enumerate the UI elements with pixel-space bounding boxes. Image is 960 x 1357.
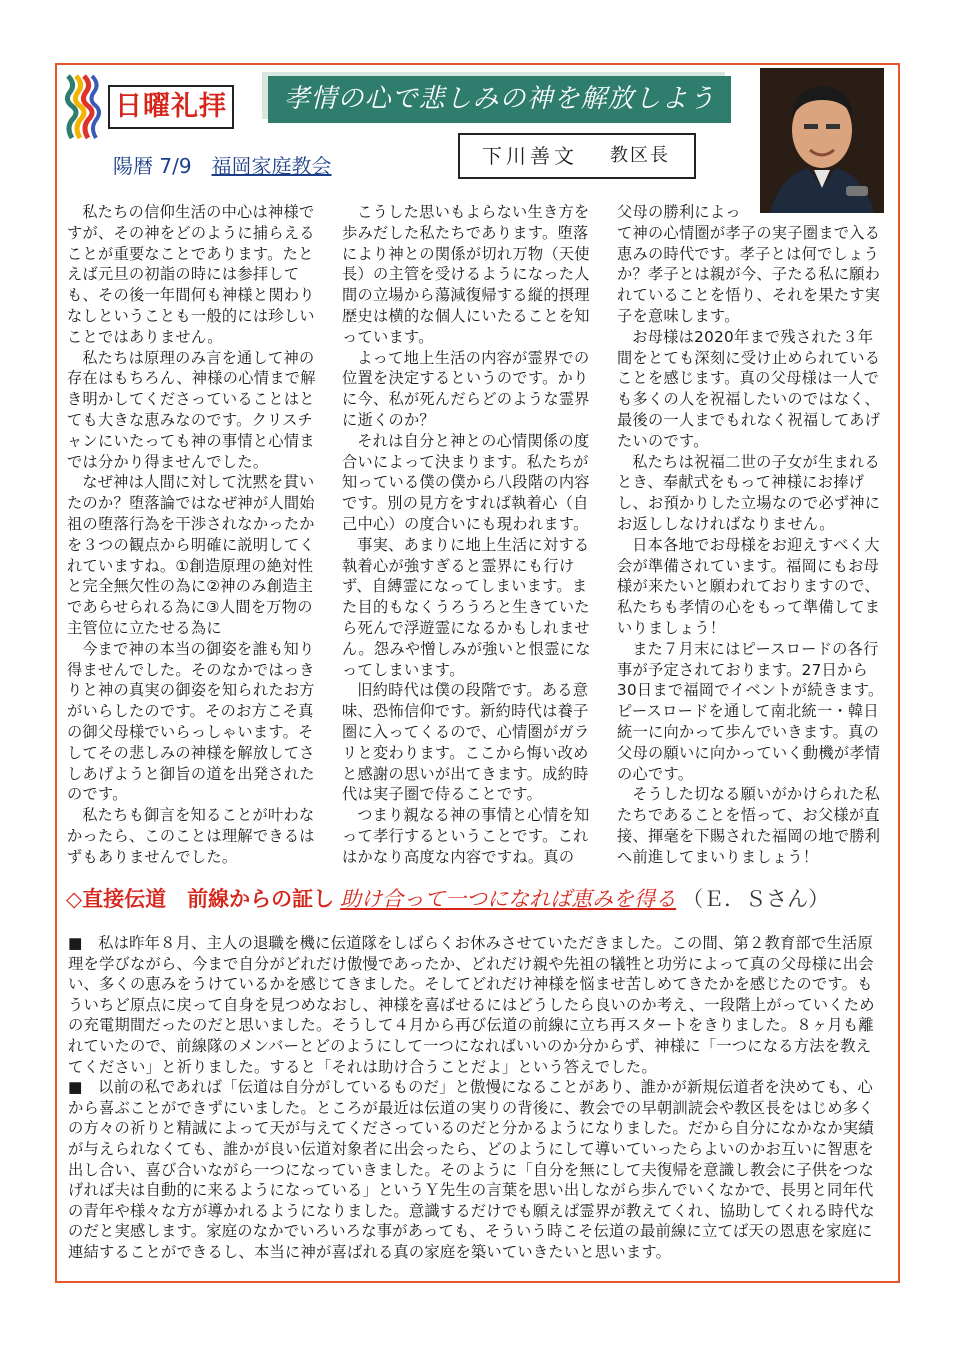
paragraph: 日本各地でお母様をお迎えすべく大会が準備されています。福岡にもお母様が来たいと願われておりますので、私たちも孝情の心をもって準備してまいりましょう！ [617,535,881,637]
paragraph: お母様は2020年まで残された３年間をとても深刻に受け止められていることを感じます。真の父母様は一人でも多くの人を祝福したいのではなく、最後の一人までもれなく祝福してあげたいのです。 [617,327,881,450]
testimony-subtitle: 助け合って一つになれば恵みを得る [340,887,677,911]
paragraph: それは自分と神との心情関係の度合いによって決まります。私たちが知っている僕の僕から八段階の内容です。別の見方をすれば執着心（自己中心）の度合いにも現われます。 [342,431,590,533]
sermon-title: 孝情の心で悲しみの神を解放しよう [283,84,716,114]
paragraph: て神の心情圏が孝子の実子圏まで入る恵みの時代です。孝子とは何でしょうか？孝子とは親が今、子たる私に願われていることを悟り、それを果たす実子を意味します。 [617,223,881,325]
testimony-author: （Ｅ．Ｓさん） [682,887,830,911]
paragraph: つまり親なる神の事情と心情を知って孝行するということです。これはかなり高度な内容ですね。真の [342,806,590,866]
paragraph: ■ 以前の私であれば「伝道は自分がしているものだ」と傲慢になることがあり、誰かが新規伝道者を決めても、心から喜ぶことができずにいました。ところが最近は伝道の実りの背後に、教会での早朝訓読会や教区長をはじめ多くの方々の祈りと精誠によって天が与えてくださっているのだと分かるようになりました。だから自分になかなか実績が与えられなくても、誰かが良い伝道対象者に出会ったら、どのようにして導いていったらよいのかお互いに智恵を出し合い、喜び合いながら一つになっていきました。そのように「自分を無にして夫復帰を意識し教会に子供をつなげれば夫は自動的に来るようになっている」というＹ先生の言葉を思い出しながら歩んでいくなかで、長男と同年代の青年や様々な方が導かれるようになりました。意識するだけでも願えば霊界が教えてくれ、協助してくれる時代なのだと実感します。家庭のなかでいろいろな事があっても、そういう時こそ伝道の最前線に立てば天の恩恵を家庭に連結することができるし、本当に神が喜ばれる真の家庭を築いていきたいと思います。 [68,1078,875,1261]
testimony-title: ◇直接伝道 前線からの証し [66,887,335,911]
paragraph: 私たちは祝福二世の子女が生まれるとき、奉献式をもって神様にお捧げし、お預かりした立場なので必ず神にお返ししなければなりません。 [617,452,881,533]
testimony-heading [66,883,829,913]
paragraph: 事実、あまりに地上生活に対する執着心が強すぎると霊界にも行けず、自縛霊になってしまいます。また目的もなくうろうろと生きていたら死んで浮遊霊になるかもしれません。怨みや憎しみが強いと恨霊になってしまいます。 [342,535,591,679]
paragraph: 旧約時代は僕の段階です。ある意味、恐怖信仰です。新約時代は養子圏に入ってくるので、心情圏がガラリと変わります。ここから悔い改めと感謝の思いが出てきます。成約時代は実子圏で侍ることです。 [342,681,590,804]
sermon-column-2 [342,202,600,868]
paragraph: こうした思いもよらない生き方を歩みだした私たちであります。堕落により神との関係が切れ万物（天使長）の主管を受けるようになった人間の立場から蕩減復帰する縦的摂理歴史は横的な個人にいたることを知っています。 [342,203,590,346]
sunday-service-label: 日曜礼拝 [108,85,234,129]
sermon-column-3 [617,202,885,868]
paragraph: 私たちの信仰生活の中心は神様ですが、その神をどのように捕らえることが重要なことであります。たとえば元旦の初詣の時には参拝しても、その後一年間何も神様と関わりなしということも一般的には珍しいことではありません。 [67,203,315,346]
speaker-title: 教区長 [610,145,670,166]
paragraph: 私たちは原理のみ言を通して神の存在はもちろん、神様の心情まで解き明かしてくださっていることはとても大きな恵みなのです。クリスチャンにいたっても神の事情と心情までは分かり得ませんでした。 [67,348,316,471]
speaker-photo [760,68,884,213]
paragraph: また７月末にはピースロードの各行事が予定されております。27日から30日まで福岡でイベントが続きます。ピースロードを通して南北統一・韓日統一に向かって歩んでいきます。真の父母の願いに向かっていく動機が孝情の心です。 [617,639,884,783]
paragraph: なぜ神は人間に対して沈黙を貫いたのか？堕落論ではなぜ神が人間始祖の堕落行為を干渉されなかったかを３つの観点から明確に説明してくれていますね。①創造原理の絶対性と完全無欠性の為に②神のみ創造主であらせられる為に③人間を万物の主管位に立たせる為に [67,473,315,637]
paragraph: 今まで神の本当の御姿を誰も知り得ませんでした。そのなかではっきりと神の真実の御姿を知られたお方がいらしたのです。そのお方こそ真の御父母様でいらっしゃいます。そしてその悲しみの神様を解放してさしあげようと御旨の道を出発されたのです。 [67,639,315,804]
paragraph: そうした切なる願いがかけられた私たちであることを悟って、お父様が直接、揮毫を下賜された福岡の地で勝利へ前進してまいりましょう！ [617,785,881,866]
sermon-column-1 [67,202,325,868]
paragraph: ■ 私は昨年８月、主人の退職を機に伝道隊をしばらくお休みさせていただきました。この間、第２教育部で生活原理を学びながら、今まで自分がどれだけ傲慢であったか、どれだけ親や先祖の犠牲と功労によって真の父母様に出会い、多くの恵みをうけているかを感じてきました。そしてどれだけ神様を悩ませ苦しめてきたかを感じたのです。もういちど原点に戻って自身を見つめなおし、神様を喜ばせるにはどうしたら良いのか考え、一段階上がっていくための充電期間だったのだと思いました。そうして４月から再び伝道の前線に立ち再スタートをきりました。８ヶ月も離れていたので、前線隊のメンバーとどのようにして一つになればいいのか分からず、神様に「一つになる方法を教えてください」と祈りました。すると「それは助け合うことだよ」という答えでした。 [68,934,875,1076]
date-line [113,150,332,179]
speaker-box [458,133,696,179]
speaker-name: 下川善文 [482,144,578,168]
date-label: 陽暦 7/9 [113,154,192,178]
church-name: 福岡家庭教会 [211,154,332,178]
testimony-body [68,933,884,1263]
church-emblem-icon [62,72,104,142]
paragraph: 父母の勝利によっ [617,203,741,221]
paragraph: 私たちも御言を知ることが叶わなかったら、このことは理解できるはずもありませんでした。 [67,806,315,866]
paragraph: よって地上生活の内容が霊界での位置を決定するというのです。かりに今、私が死んだらどのような霊界に逝くのか？ [342,348,590,429]
